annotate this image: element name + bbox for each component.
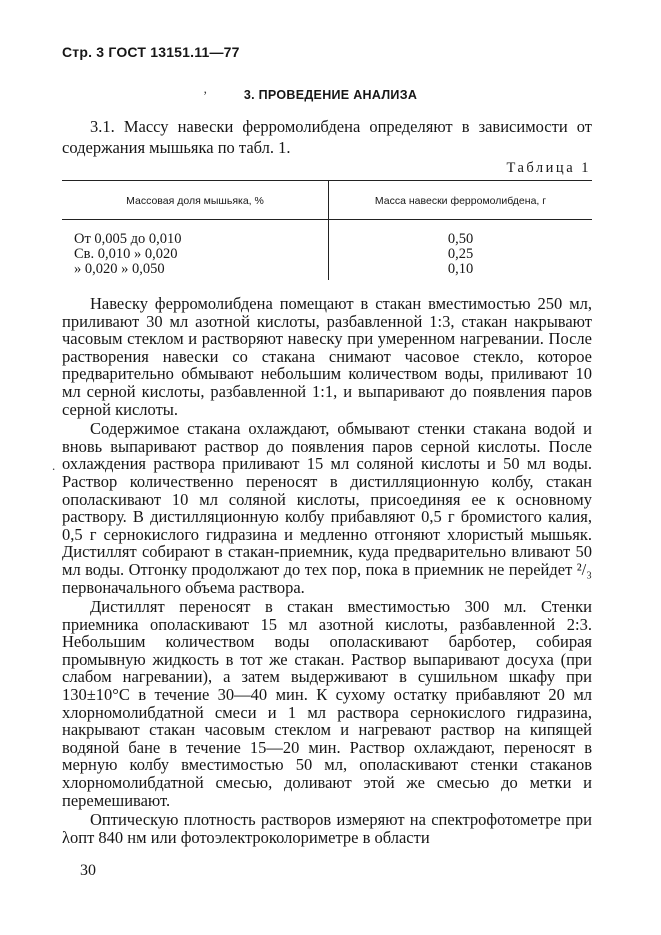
body-text (62, 295, 592, 848)
scan-speck: . (52, 458, 56, 473)
table-cell-mass: 0,50 (447, 231, 474, 247)
paragraph: Навеску ферромолибдена помещают в стакан вместимостью 250 мл, приливают 30 мл азотной кислоты, разбавленной 1:3, стакан накрывают часовым стеклом и растворяют навеску при умеренном нагревании. После растворения навески со стакана снимают часовое стекло, которое предварительно обмывают небольшим количеством воды, приливают 10 мл серной кислоты, разбавленной 1:1, и выпаривают до появления паров серной кислоты. (62, 294, 592, 419)
intro-paragraph: 3.1. Массу навески ферромолибдена определяют в зависимости от содержания мышьяка по табл. 1. (62, 117, 592, 157)
table-header-arsenic: Массовая доля мышьяка, % (126, 195, 264, 207)
paragraph: Содержимое стакана охлаждают, обмывают стенки стакана водой и вновь выпаривают раствор до появления паров серной кислоты. После охлаждения раствора приливают 15 мл соляной кислоты и 50 мл воды. Раствор количественно переносят в дистилляционную колбу, стакан ополаскивают 10 мл соляной кислоты, присоединяя ее к основному раствору. В дистилляционную колбу прибавляют 0,5 г бромистого калия, 0,5 г сернокислого гидразина и медленно отгоняют хлористый мышьяк. Дистиллят собирают в стакан-приемник, куда предварительно вливают 50 мл воды. Отгонку продолжают до тех пор, пока в приемник не перейдет ²/₃ первоначального объема раствора. (62, 419, 592, 597)
paragraph: Дистиллят переносят в стакан вместимостью 300 мл. Стенки приемника ополаскивают 15 мл азотной кислоты, разбавленной 2:3. Небольшим количеством воды ополаскивают барботер, собирая промывную жидкость в тот же стакан. Раствор выпаривают досуха (при слабом нагревании), а затем выдерживают в сушильном шкафу при 130±10°С в течение 30—40 мин. К сухому остатку прибавляют 20 мл хлорномолибдатной смеси и 1 мл раствора сернокислого гидразина, накрывают стакан часовым стеклом и нагревают раствор на кипящей водяной бане в течение 15—20 мин. Раствор охлаждают, переносят в мерную колбу вместимостью 50 мл, ополаскивают стенки стаканов хлорномолибдатной смесью, доливают этой же смесью до метки и перемешивают. (62, 597, 592, 810)
scan-speck: ʼ (203, 88, 208, 103)
page-number: 30 (80, 862, 96, 879)
table-cell-mass: 0,10 (447, 261, 474, 277)
table-column-mass (329, 232, 592, 277)
table-column-range (74, 232, 182, 277)
table-cell-range: » 0,020 » 0,050 (74, 261, 165, 277)
section-title: 3. ПРОВЕДЕНИЕ АНАЛИЗА (243, 88, 418, 102)
table-header-mass: Масса навески ферромолибдена, г (374, 195, 547, 207)
table-cell-range: Св. 0,010 » 0,020 (74, 246, 178, 262)
page-header: Стр. 3 ГОСТ 13151.11—77 (62, 44, 240, 60)
table-top-rule (62, 180, 592, 181)
table-caption: Таблица 1 (506, 160, 591, 176)
table-cell-mass: 0,25 (447, 246, 474, 262)
table-cell-range: От 0,005 до 0,010 (74, 231, 182, 247)
paragraph: Оптическую плотность растворов измеряют на спектрофотометре при λопт 840 нм или фотоэлектроколориметре в области (62, 810, 592, 847)
table-header-rule (62, 219, 592, 220)
